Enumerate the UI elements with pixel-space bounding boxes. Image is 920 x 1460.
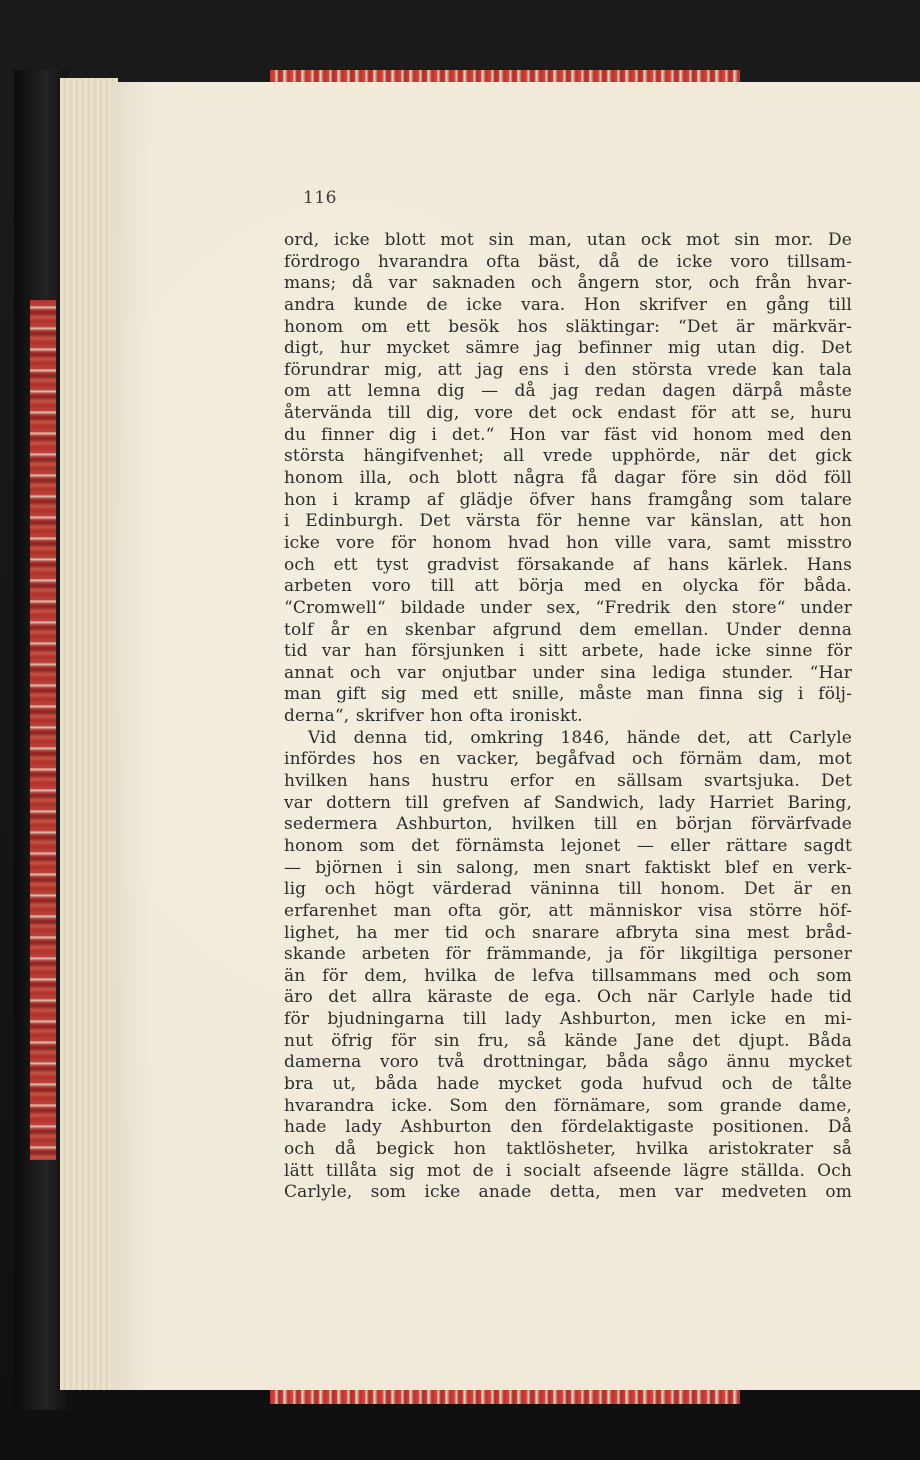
text-line: nut öfrig för sin fru, så kände Jane det djupt. Båda <box>284 1030 852 1051</box>
text-line: och ett tyst gradvist försakande af hans kärlek. Hans <box>284 554 852 575</box>
text-line: “Cromwell“ bildade under sex, “Fredrik den store“ under <box>284 597 852 618</box>
red-sprinkled-edge-left <box>30 300 56 1160</box>
text-line: i Edinburgh. Det värsta för henne var känslan, att hon <box>284 511 852 532</box>
text-line: största hängifvenhet; all vrede upphörde, när det gick <box>284 446 852 467</box>
text-line: för bjudningarna till lady Ashburton, men icke en mi- <box>284 1009 852 1030</box>
text-line: tid var han försjunken i sitt arbete, hade icke sinne för <box>284 641 852 662</box>
text-line: honom illa, och blott några få dagar före sin död föll <box>284 468 852 489</box>
text-line: tolf år en skenbar afgrund dem emellan. Under denna <box>284 619 852 640</box>
text-line: lätt tillåta sig mot de i socialt afseende lägre ställda. Och <box>284 1160 852 1181</box>
text-line: skande arbeten för främmande, ja för likgiltiga personer <box>284 944 852 965</box>
text-line: erfarenhet man ofta gör, att människor visa större höf- <box>284 900 852 921</box>
text-line: hade lady Ashburton den fördelaktigaste positionen. Då <box>284 1117 852 1138</box>
text-line: damerna voro två drottningar, båda sågo ännu mycket <box>284 1052 852 1073</box>
text-line: Vid denna tid, omkring 1846, hände det, att Carlyle <box>308 727 852 748</box>
text-line: äro det allra käraste de ega. Och när Carlyle hade tid <box>284 987 852 1008</box>
text-line: derna“, skrifver hon ofta ironiskt. <box>284 706 583 727</box>
text-line: sedermera Ashburton, hvilken till en början förvärfvade <box>284 814 852 835</box>
text-line: digt, hur mycket sämre jag befinner mig utan dig. Det <box>284 338 852 359</box>
text-line: hon i kramp af glädje öfver hans framgång som talare <box>284 489 852 510</box>
text-line: honom som det förnämsta lejonet — eller rättare sagdt <box>284 835 852 856</box>
text-line: om att lemna dig — då jag redan dagen därpå måste <box>284 381 852 402</box>
text-line: var dottern till grefven af Sandwich, lady Harriet Baring, <box>284 792 852 813</box>
text-line: och då begick hon taktlösheter, hvilka aristokrater så <box>284 1138 852 1159</box>
text-line: icke vore för honom hvad hon ville vara, samt misstro <box>284 532 852 553</box>
text-line: annat och var onjutbar under sina lediga stunder. “Har <box>284 662 852 683</box>
text-line: du finner dig i det.“ Hon var fäst vid honom med den <box>284 424 852 445</box>
text-line: — björnen i sin salong, men snart faktiskt blef en verk- <box>284 857 852 878</box>
text-line: mans; då var saknaden och ångern stor, och från hvar- <box>284 273 852 294</box>
text-line: infördes hos en vacker, begåfvad och förnäm dam, mot <box>284 749 852 770</box>
text-line: honom om ett besök hos släktingar: “Det är märkvär- <box>284 316 852 337</box>
text-line: ord, icke blott mot sin man, utan ock mot sin mor. De <box>284 230 852 250</box>
text-line: återvända till dig, vore det ock endast för att se, huru <box>284 403 852 424</box>
text-line: hvarandra icke. Som den förnämare, som grande dame, <box>284 1095 852 1116</box>
text-line: hvilken hans hustru erfor en sällsam svartsjuka. Det <box>284 771 852 792</box>
body-text <box>284 230 852 1204</box>
text-line: arbeten voro till att börja med en olycka för båda. <box>284 576 852 597</box>
text-line: andra kunde de icke vara. Hon skrifver en gång till <box>284 294 852 315</box>
text-line: lig och högt värderad väninna till honom. Det är en <box>284 879 852 900</box>
page-edges-stack <box>60 78 118 1390</box>
page-number: 116 <box>303 188 337 208</box>
text-line: fördrogo hvarandra ofta bäst, då de icke voro tillsam- <box>284 251 852 272</box>
text-line: man gift sig med ett snille, måste man finna sig i följ- <box>284 684 852 705</box>
text-line: än för dem, hvilka de lefva tillsammans med och som <box>284 965 852 986</box>
text-line: förundrar mig, att jag ens i den största vrede kan tala <box>284 359 852 380</box>
text-line: bra ut, båda hade mycket goda hufvud och de tålte <box>284 1073 852 1094</box>
text-line: lighet, ha mer tid och snarare afbryta sina mest bråd- <box>284 922 852 943</box>
text-line: Carlyle, som icke anade detta, men var medveten om <box>284 1182 852 1203</box>
